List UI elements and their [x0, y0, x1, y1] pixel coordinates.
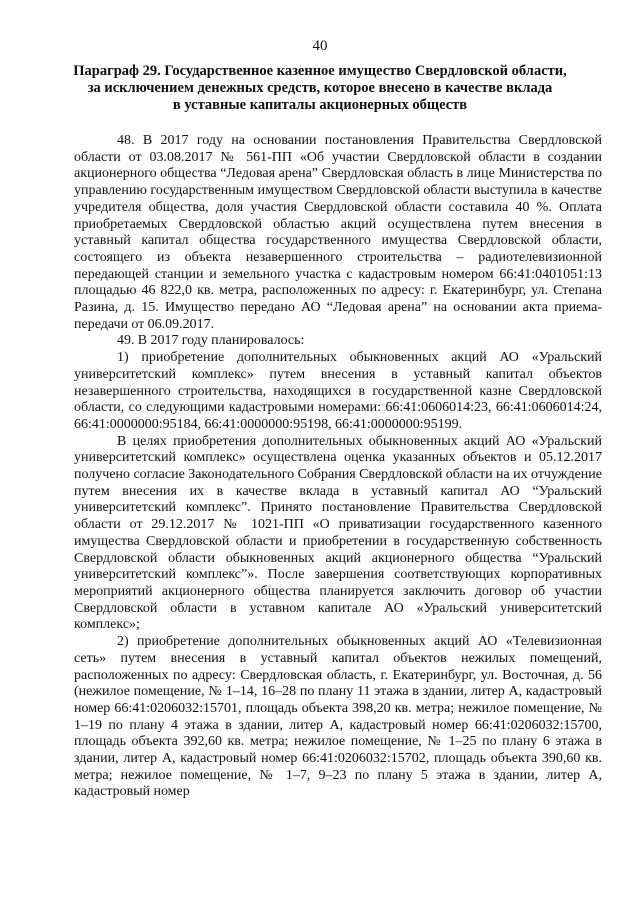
paragraph-49-item-2: 2) приобретение дополнительных обыкновенных акций АО «Телевизионная сеть» путем внесения в уставный капитал объектов нежилых помещений, расположенных по адресу: Свердловская область, г. Екатеринбург, ул. Восточная, д. 56 (нежилое помещение, № 1–14, 16–28 по плану 11 этажа в здании, литер А, кадастровый номер 66:41:0206032:15701, площадь объекта 398,20 кв. метра; нежилое помещение, № 1–19 по плану 4 этажа в здании, литер А, кадастровый номер 66:41:0206032:15700, площадь объекта 392,60 кв. метра; нежилое помещение, № 1–25 по плану 6 этажа в здании, литер А, кадастровый номер 66:41:0206032:15702, площадь объекта 390,60 кв. метра; нежилое помещение, № 1–7, 9–23 по плану 5 этажа в здании, литер А, кадастровый номер — [74, 634, 602, 800]
heading-line-3: в уставные капиталы акционерных обществ — [172, 97, 468, 113]
paragraph-49-item-1-details: В целях приобретения дополнительных обыкновенных акций АО «Уральский университетский комплекс» осуществлена оценка указанных объектов и 05.12.2017 получено согласие Законодательного Собрания Свердловской области на их отчуждение путем внесения их в качестве вклада в уставный капитал АО “Уральский университетский комплекс”. Принято постановление Правительства Свердловской области от 29.12.2017 № 1021-ПП «О приватизации государственного казенного имущества Свердловской области и приобретении в государственную собственность Свердловской области обыкновенных акций акционерного общества “Уральский университетский комплекс”». После завершения соответствующих корпоративных мероприятий акционерного общества планируется заключить договор об участии Свердловской области в уставном капитале АО «Уральский университетский комплекс»; — [74, 433, 602, 633]
paragraph-49: 49. В 2017 году планировалось: — [117, 333, 305, 349]
paragraph-49-item-1: 1) приобретение дополнительных обыкновенных акций АО «Уральский университетский комплекс» путем внесения в уставный капитал объектов незавершенного строительства, находящихся в государственной казне Свердловской области, со следующими кадастровыми номерами: 66:41:0606014:23, 66:41:0606014:24, 66:41:0000000:95184, 66:41:0000000:95198, 66:41:0000000:95199. — [74, 350, 602, 432]
document-body — [74, 133, 602, 801]
heading-line-1: Параграф 29. Государственное казенное имущество Свердловской области, — [73, 63, 567, 79]
section-heading — [70, 63, 570, 114]
heading-line-2: за исключением денежных средств, которое внесено в качестве вклада — [87, 80, 553, 96]
paragraph-48: 48. В 2017 году на основании постановления Правительства Свердловской области от 03.08.2017 № 561-ПП «Об участии Свердловской области в создании акционерного общества “Ледовая арена” Свердловская область в лице Министерства по управлению государственным имуществом Свердловской области выступила в качестве учредителя общества, доля участия Свердловской области составила 40 %. Оплата приобретаемых Свердловской областью акций осуществлена путем внесения в уставный капитал общества государственного имущества Свердловской области, состоящего из объекта незавершенного строительства – радиотелевизионной передающей станции и земельного участка с кадастровым номером 66:41:0401051:13 площадью 46 822,0 кв. метра, расположенных по адресу: г. Екатеринбург, ул. Степана Разина, д. 15. Имущество передано АО “Ледовая арена” на основании акта приема-передачи от 06.09.2017. — [74, 133, 602, 332]
page-number: 40 — [312, 38, 328, 54]
